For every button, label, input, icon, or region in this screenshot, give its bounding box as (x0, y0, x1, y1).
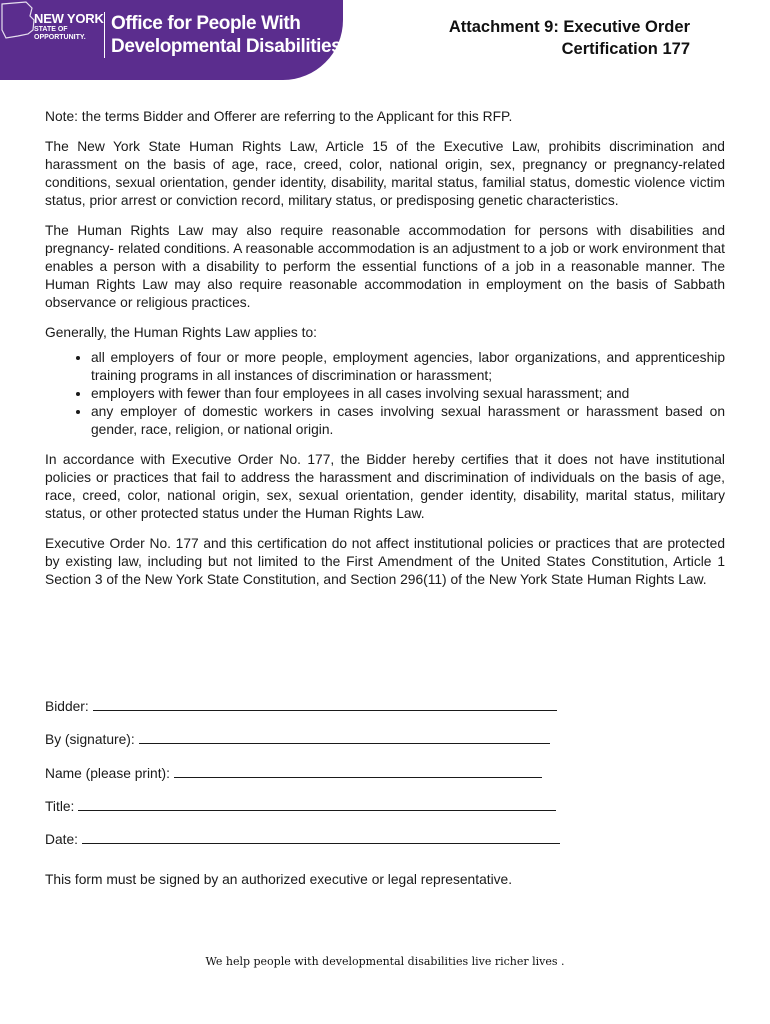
signature-label: By (signature): (45, 732, 135, 747)
authorized-signature-note: This form must be signed by an authorized executive or legal representative. (45, 872, 513, 887)
date-row (45, 831, 560, 847)
agency-name-line1: Office for People With (111, 13, 301, 34)
signature-field[interactable] (139, 731, 550, 744)
applies-intro: Generally, the Human Rights Law applies to: (45, 325, 317, 340)
ny-logo-line2a: STATE OF (34, 26, 68, 33)
name-row (45, 765, 542, 781)
attachment-title-line1: Attachment 9: Executive Order (448, 18, 690, 36)
applies-list (45, 349, 725, 439)
attachment-title (449, 16, 690, 60)
title-label: Title: (45, 799, 75, 814)
rfp-note: Note: the terms Bidder and Offerer are referring to the Applicant for this RFP. (45, 109, 513, 124)
signature-row (45, 731, 550, 747)
footer-tagline: We help people with developmental disabilities live richer lives . (205, 955, 565, 968)
agency-name-line2: Developmental Disabilities (111, 36, 342, 57)
logo-divider (104, 12, 105, 58)
agency-name (111, 12, 341, 58)
attachment-title-line2: Certification 177 (561, 40, 690, 58)
name-label: Name (please print): (45, 766, 170, 781)
list-item: • any employer of domestic workers in cases involving sexual harassment or harassment based on gender, race, religion, or national origin. (91, 403, 725, 439)
document-body (45, 108, 725, 601)
bidder-field[interactable] (93, 698, 557, 711)
paragraph-reasonable-accommodation: The Human Rights Law may also require reasonable accommodation for persons with disabilities and pregnancy- related conditions. A reasonable accommodation is an adjustment to a job or work environment that enables a person with a disability to perform the essential functions of a job in a reasonable manner. The Human Rights Law may also require reasonable accommodation in employment on the basis of Sabbath observance or religious practices. (45, 223, 725, 310)
ny-logo-line1: NEW YORK (34, 11, 104, 26)
paragraph-human-rights-law: The New York State Human Rights Law, Article 15 of the Executive Law, prohibits discrimination and harassment on the basis of age, race, creed, color, national origin, sex, pregnancy or pregnancy-related conditions, sexual orientation, gender identity, disability, marital status, familial status, domestic violence victim status, prior arrest or conviction record, military status, or predisposing genetic characteristics. (45, 139, 725, 208)
paragraph-protected-law: Executive Order No. 177 and this certification do not affect institutional policies or practices that are protected by existing law, including but not limited to the First Amendment of the United States Constitution, Article 1 Section 3 of the New York State Constitution, and Section 296(11) of the New York State Human Rights Law. (45, 536, 725, 587)
ny-state-logo (34, 12, 104, 42)
date-field[interactable] (82, 831, 560, 844)
list-item: • all employers of four or more people, employment agencies, labor organizations, and apprenticeship training programs in all instances of discrimination or harassment; (91, 349, 725, 385)
paragraph-certification: In accordance with Executive Order No. 177, the Bidder hereby certifies that it does not have institutional policies or practices that fail to address the harassment and discrimination of individuals on the basis of age, race, creed, color, national origin, sex, sexual orientation, gender identity, disability, marital status, military status, or other protected status under the Human Rights Law. (45, 452, 725, 521)
date-label: Date: (45, 832, 78, 847)
ny-logo-line2b: OPPORTUNITY. (34, 34, 86, 41)
list-item: • employers with fewer than four employees in all cases involving sexual harassment; and (91, 385, 725, 403)
bidder-label: Bidder: (45, 699, 89, 714)
title-field[interactable] (78, 798, 556, 811)
name-field[interactable] (174, 765, 542, 778)
title-row (45, 798, 556, 814)
bidder-row (45, 698, 557, 714)
header-banner (0, 0, 343, 80)
